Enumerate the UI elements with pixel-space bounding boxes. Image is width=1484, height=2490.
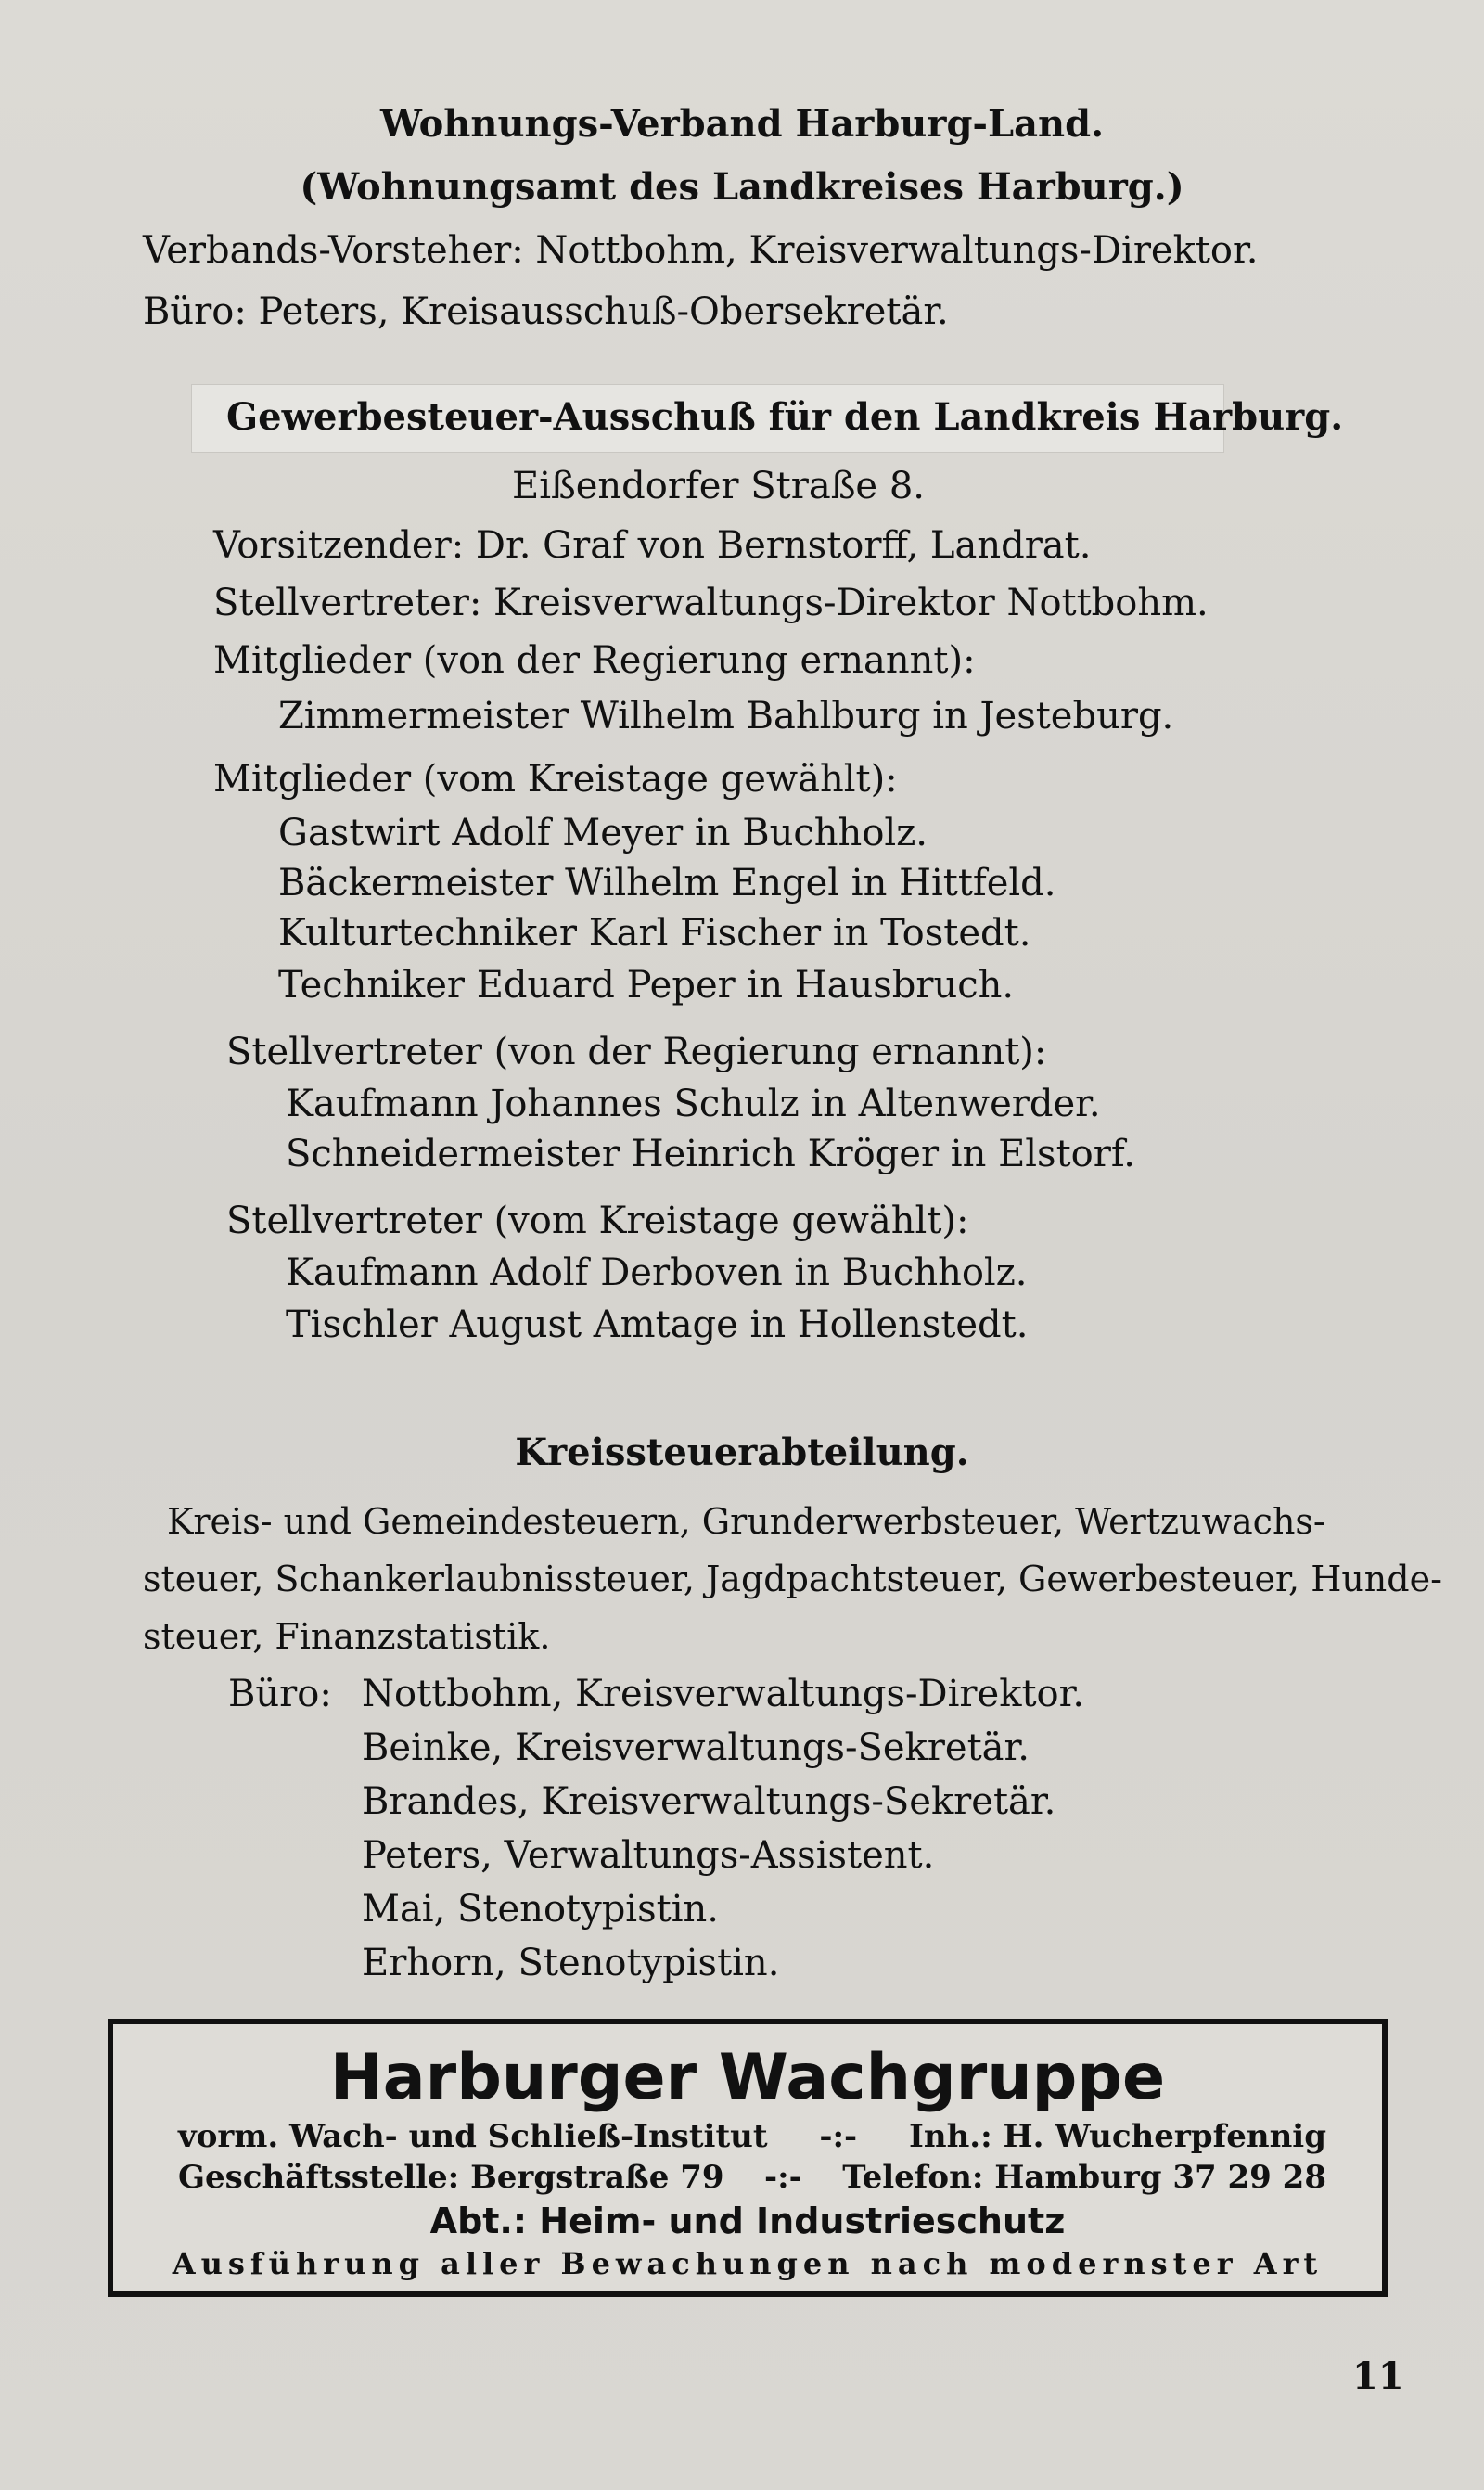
- section2-line-14: Kaufmann Adolf Derboven in Buchholz.: [286, 1251, 1028, 1294]
- section2-line-6: Gastwirt Adolf Meyer in Buchholz.: [278, 812, 928, 854]
- section2-line-10: Stellvertreter (von der Regierung ernannt):: [226, 1031, 1047, 1073]
- section2-line-9: Techniker Eduard Peper in Hausbruch.: [278, 964, 1015, 1007]
- ad-row2-right: Telefon: Hamburg 37 29 28: [842, 2159, 1326, 2196]
- section2-line-12: Schneidermeister Heinrich Kröger in Elstorf.: [286, 1133, 1135, 1175]
- section2-line-4: Zimmermeister Wilhelm Bahlburg in Jesteburg.: [278, 695, 1174, 738]
- section1-line-2: Büro: Peters, Kreisausschuß-Obersekretär.: [143, 290, 949, 333]
- ad-row1-left: vorm. Wach- und Schließ-Institut: [178, 2118, 768, 2155]
- section3-title: Kreissteuerabteilung.: [515, 1431, 969, 1474]
- section2-title: Gewerbesteuer-Ausschuß für den Landkreis Harburg.: [226, 395, 1344, 439]
- section3-desc-2: steuer, Schankerlaubnissteuer, Jagdpachtsteuer, Gewerbesteuer, Hunde-: [143, 1559, 1442, 1599]
- section2-line-15: Tischler August Amtage in Hollenstedt.: [286, 1303, 1029, 1346]
- section2-line-13: Stellvertreter (vom Kreistage gewählt):: [226, 1200, 969, 1242]
- advertisement-box: [108, 2019, 1388, 2297]
- section3-staff-6: Erhorn, Stenotypistin.: [362, 1942, 780, 1984]
- section2-line-5: Mitglieder (vom Kreistage gewählt):: [213, 758, 898, 801]
- ad-row-2: [178, 2158, 1326, 2197]
- ad-row-1: [178, 2117, 1326, 2156]
- section2-line-1: Vorsitzender: Dr. Graf von Bernstorff, Landrat.: [213, 524, 1092, 567]
- section3-staff-3: Brandes, Kreisverwaltungs-Sekretär.: [362, 1780, 1056, 1823]
- section3-staff-2: Beinke, Kreisverwaltungs-Sekretär.: [362, 1726, 1030, 1769]
- section2-line-7: Bäckermeister Wilhelm Engel in Hittfeld.: [278, 862, 1056, 905]
- section3-staff-1: Nottbohm, Kreisverwaltungs-Direktor.: [362, 1673, 1085, 1715]
- section3-buero-label: Büro:: [228, 1673, 332, 1715]
- section1-line-1: Verbands-Vorsteher: Nottbohm, Kreisverwaltungs-Direktor.: [143, 229, 1259, 272]
- section3-staff-4: Peters, Verwaltungs-Assistent.: [362, 1834, 935, 1877]
- section3-desc-3: steuer, Finanzstatistik.: [143, 1616, 551, 1657]
- section2-address: Eißendorfer Straße 8.: [512, 465, 925, 507]
- ad-footer: Ausführung aller Bewachungen nach modernster Art: [172, 2246, 1324, 2281]
- ad-row1-right: Inh.: H. Wucherpfennig: [908, 2118, 1326, 2155]
- page-number: 11: [1352, 2355, 1404, 2398]
- ad-row1-sep: -:-: [819, 2118, 858, 2155]
- section1-subtitle: (Wohnungsamt des Landkreises Harburg.): [300, 165, 1184, 209]
- ad-subtitle: Abt.: Heim- und Industrieschutz: [429, 2201, 1066, 2241]
- ad-title: Harburger Wachgruppe: [329, 2041, 1166, 2114]
- ad-row2-left: Geschäftsstelle: Bergstraße 79: [178, 2159, 724, 2196]
- section3-desc-1: Kreis- und Gemeindesteuern, Grunderwerbsteuer, Wertzuwachs-: [167, 1501, 1325, 1542]
- section2-line-8: Kulturtechniker Karl Fischer in Tostedt.: [278, 912, 1031, 955]
- section2-line-11: Kaufmann Johannes Schulz in Altenwerder.: [286, 1083, 1101, 1125]
- section2-line-2: Stellvertreter: Kreisverwaltungs-Direktor Nottbohm.: [213, 582, 1209, 624]
- section3-staff-5: Mai, Stenotypistin.: [362, 1888, 719, 1931]
- ad-row2-sep: -:-: [763, 2159, 802, 2196]
- section1-title: Wohnungs-Verband Harburg-Land.: [379, 102, 1105, 146]
- section2-line-3: Mitglieder (von der Regierung ernannt):: [213, 639, 976, 682]
